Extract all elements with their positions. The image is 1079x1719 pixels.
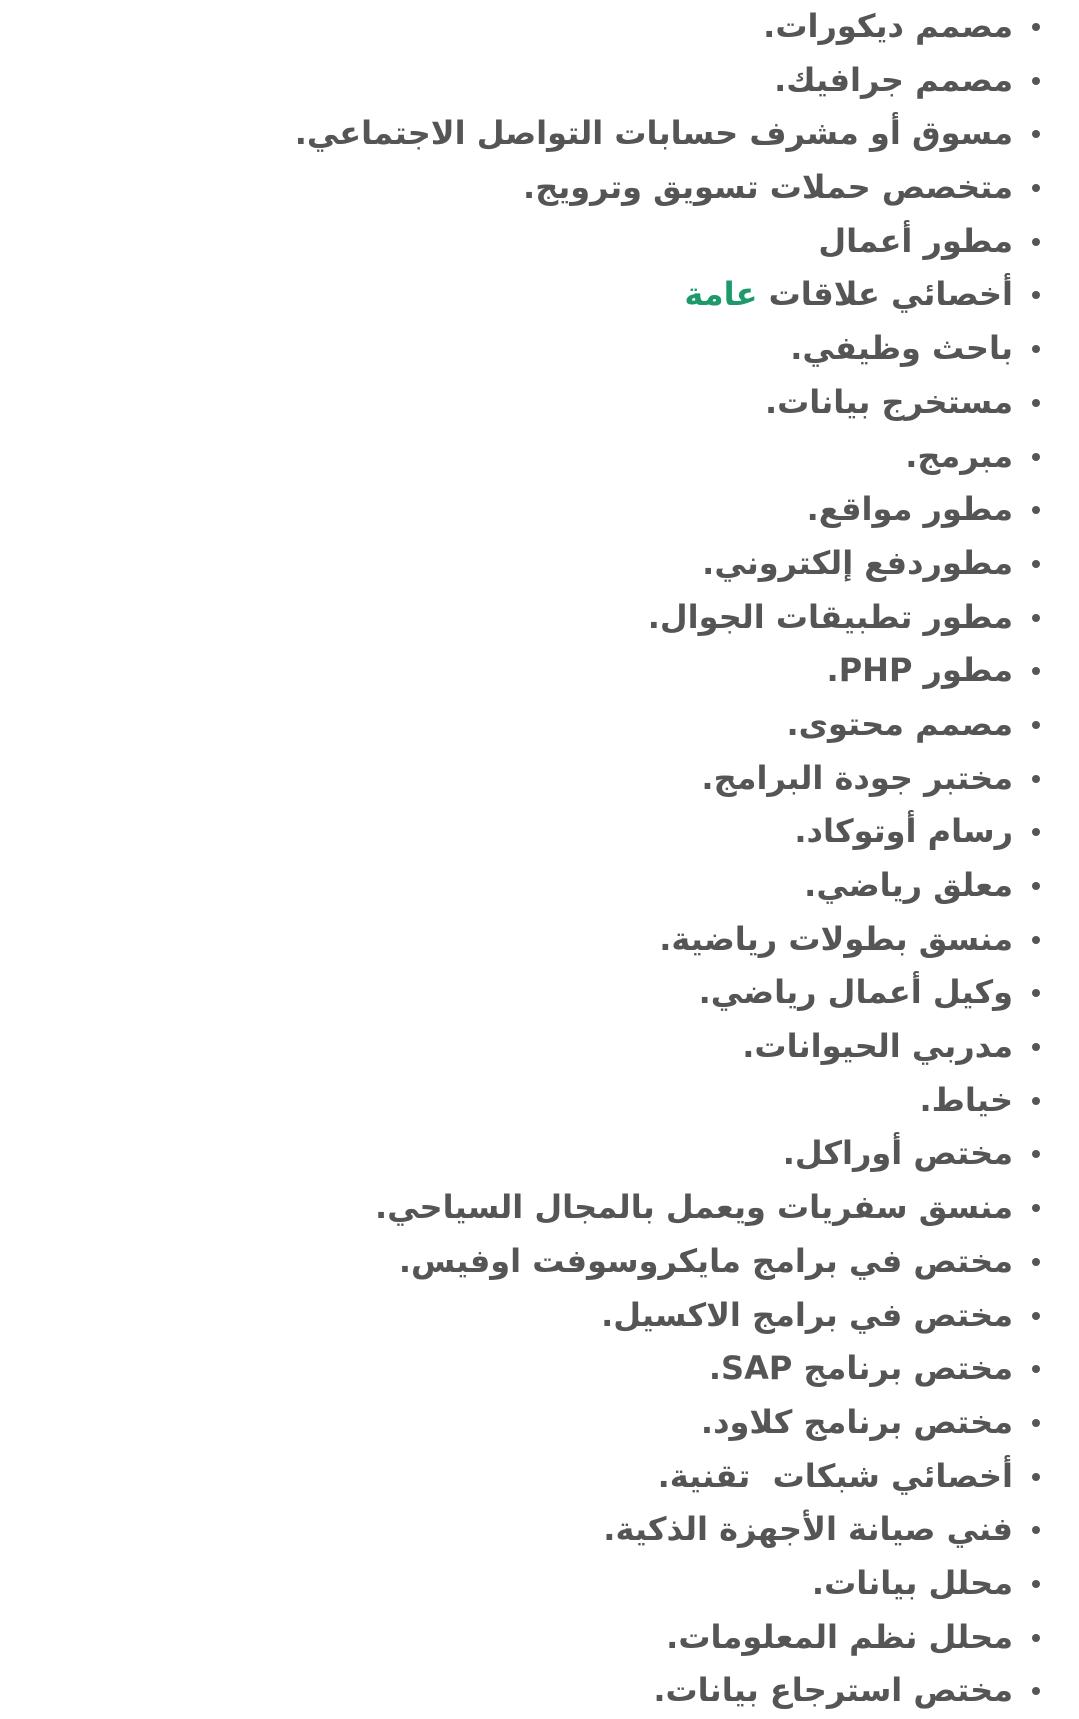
list-item — [0, 644, 1013, 698]
list-item — [0, 859, 1013, 913]
list-item-text: مطور مواقع. — [806, 490, 1013, 529]
list-item — [0, 1450, 1013, 1504]
list-item — [0, 1557, 1013, 1611]
list-item — [0, 1503, 1013, 1557]
list-item — [0, 54, 1013, 108]
list-item-text: رسام أوتوكاد. — [794, 812, 1013, 851]
list-item — [0, 591, 1013, 645]
list-item — [0, 537, 1013, 591]
list-item-text: مطور تطبيقات الجوال. — [647, 597, 1013, 636]
list-item-text: مطور أعمال — [818, 221, 1013, 260]
list-item — [0, 752, 1013, 806]
list-item-text: باحث وظيفي. — [790, 329, 1013, 368]
list-item-text: وكيل أعمال رياضي. — [698, 973, 1013, 1012]
list-item — [0, 805, 1013, 859]
list-item — [0, 215, 1013, 269]
list-item — [0, 1020, 1013, 1074]
list-item — [0, 483, 1013, 537]
list-item — [0, 698, 1013, 752]
list-item-text: مختبر جودة البرامج. — [701, 758, 1013, 797]
list-item-text: مدربي الحيوانات. — [742, 1027, 1013, 1066]
list-item — [0, 268, 1013, 322]
list-item — [0, 107, 1013, 161]
list-item-text: مختص برنامج SAP. — [708, 1349, 1013, 1388]
list-item — [0, 1289, 1013, 1343]
public-relations-link[interactable]: عامة — [684, 275, 758, 314]
list-item — [0, 1127, 1013, 1181]
list-item-text: مختص برنامج كلاود. — [700, 1402, 1013, 1441]
list-item-text: أخصائي علاقات — [757, 275, 1013, 314]
list-item-text: خياط. — [919, 1080, 1013, 1119]
list-item — [0, 1342, 1013, 1396]
list-item — [0, 1611, 1013, 1665]
list-item-text: متخصص حملات تسويق وترويج. — [523, 168, 1013, 207]
list-item — [0, 322, 1013, 376]
list-item-text: فني صيانة الأجهزة الذكية. — [603, 1510, 1013, 1549]
list-item-text: مختص في برامج الاكسيل. — [601, 1295, 1013, 1334]
list-item — [0, 966, 1013, 1020]
list-item-text: مختص في برامج مايكروسوفت اوفيس. — [398, 1241, 1013, 1280]
list-item — [0, 376, 1013, 430]
list-item-text: مصمم محتوى. — [786, 704, 1013, 743]
list-item-text: مختص أوراكل. — [782, 1134, 1013, 1173]
list-item — [0, 913, 1013, 967]
list-item — [0, 1664, 1013, 1718]
list-item-text: أخصائي شبكات تقنية. — [657, 1456, 1013, 1495]
list-item-text: مستخرج بيانات. — [764, 382, 1013, 421]
list-item-text: محلل بيانات. — [811, 1563, 1013, 1602]
list-item-text: مطور PHP. — [826, 651, 1013, 690]
list-item — [0, 1235, 1013, 1289]
list-item-text: مختص استرجاع بيانات. — [653, 1671, 1013, 1710]
list-item — [0, 430, 1013, 484]
list-item-text: مبرمج. — [905, 436, 1013, 475]
list-item-text: مطوردفع إلكتروني. — [702, 543, 1013, 582]
list-item — [0, 1396, 1013, 1450]
list-item — [0, 1074, 1013, 1128]
list-item — [0, 1181, 1013, 1235]
list-item-text: معلق رياضي. — [804, 866, 1013, 904]
list-item — [0, 0, 1013, 54]
list-item-text: مسوق أو مشرف حسابات التواصل الاجتماعي. — [294, 114, 1013, 153]
list-item-text: مصمم ديكورات. — [763, 7, 1013, 45]
list-item-text: محلل نظم المعلومات. — [666, 1617, 1013, 1656]
list-item — [0, 161, 1013, 215]
list-item-text: منسق بطولات رياضية. — [659, 919, 1013, 958]
list-item-text: منسق سفريات ويعمل بالمجال السياحي. — [375, 1188, 1013, 1227]
list-item-text: مصمم جرافيك. — [774, 60, 1013, 99]
